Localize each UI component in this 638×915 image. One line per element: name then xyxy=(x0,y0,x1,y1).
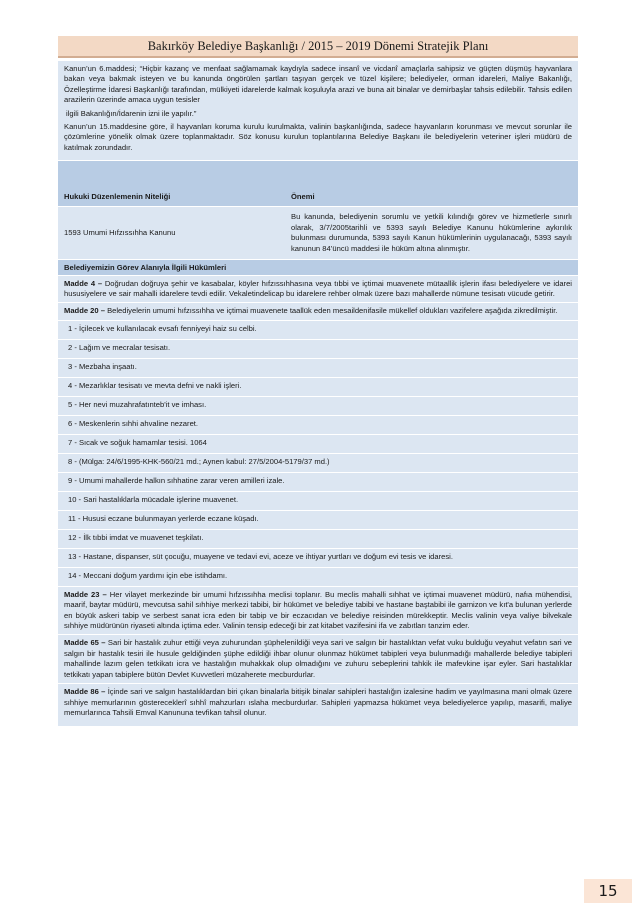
article-65-lead: Madde 65 – xyxy=(64,638,106,648)
content-panel xyxy=(58,61,578,726)
list-item: 5 - Her nevi muzahrafatınteb'it ve imhası. xyxy=(58,396,578,415)
table-header xyxy=(58,160,578,206)
article-65-text: Sari bir hastalık zuhur ettiği veya zuhurundan şüphelenildiği veya sari ve salgın bir hastalıktan vefat vuku bulduğu veyahut vefatın sari ve salgın bir hastalık tesiri ile husule geldiğinden şüphe edildiği ihbar olunur olunmaz hükümet tabipleri veya bulunmadığı mahallerde belediye tabipleri mahallinde lazım gelen tetkikatı icra ve hastalığın muhakkak olup olmadığını ve zuhuru sebeplerini tahkik ile mafevkine işar eyler. Sari hastalıklar tetkikatı yapan tabiplere bütün Devlet Kuvvetleri müzaherete mecburdurlar. xyxy=(64,638,572,679)
article-4 xyxy=(58,275,578,303)
page-number-text: 15 xyxy=(598,882,618,900)
list-item: 8 - (Mülga: 24/6/1995-KHK-560/21 md.; Aynen kabul: 27/5/2004-5179/37 md.) xyxy=(58,453,578,472)
list-item: 2 - Lağım ve mecralar tesisatı. xyxy=(58,339,578,358)
article-20-text: Belediyelerin umumi hıfzıssıhha ve içtimai muavenete taallük eden mesaildenifasile mükellef oldukları vazifelere aşağıda zikredilmiştir. xyxy=(104,306,558,316)
header-title: Bakırköy Belediye Başkanlığı / 2015 – 2019 Dönemi Stratejik Planı xyxy=(147,38,489,53)
article-23 xyxy=(58,586,578,635)
list-item: 7 - Sıcak ve soğuk hamamlar tesisi. 1064 xyxy=(58,434,578,453)
article-4-text: Doğrudan doğruya şehir ve kasabalar, köyler hıfzıssıhhasına veya tıbbi ve içtimai muavenete mütaallik işlerin ifası belediyelere ve idarei hususiyelere ve sair mahalli idarelere tevdi edilir. Vekaletindelicap bu idarelere rehber olmak üzere bazı mahallerde nümune tesisatı vücude getirir. xyxy=(64,278,572,299)
article-86-text: İçinde sari ve salgın hastalıklardan biri çıkan binalarla bitişik binalar sahipleri hastalığın izalesine hadim ve yayılmasına mani olmak üzere sıhhiye memurlarının göstereceklerî sıhhî mahzurları ıslaha mecburdurlar. Sahipleri yapmazsa hükümet veya belediyelerce yapılıp, masarifi, maliye memurlarınca Tahsili Emval Kanununa tevfikan tahsil olunur. xyxy=(64,687,572,717)
list-item: 10 - Sari hastalıklarla mücadale işlerine muavenet. xyxy=(58,491,578,510)
intro-paragraph-1: Kanun’un 6.maddesi; “Hiçbir kazanç ve menfaat sağlamamak kaydıyla sadece insanî ve vicdanî amaçlarla sahipsiz ve güçten düşmüş hayvanlara bakan veya bakmak isteyen ve bu kanunda öngörülen şartları taşıyan gerçek ve tüzel kişilere; belediyeler, orman idareleri, Maliye Bakanlığı, Özelleştirme İdaresi Başkanlığı tarafından, mülkiyeti idarelerde kalmak koşuluyla arazi ve buna ait binalar ve demirbaşlar tahsis edilebilir. Tahsis edilen arazilerin üzerinde amaca uygun tesisler xyxy=(64,64,572,105)
article-20 xyxy=(58,302,578,319)
list-item: 4 - Mezarlıklar tesisatı ve mevta defni ve nakli işleri. xyxy=(58,377,578,396)
table-cell-law xyxy=(58,207,285,258)
list-item: 11 - Hususi eczane bulunmayan yerlerde eczane küşadı. xyxy=(58,510,578,529)
article-23-text: Her vilayet merkezinde bir umumi hıfzıssıhha meclisi toplanır. Bu meclis mahalli sıhhat ve içtimai muavenet müdürü, nafıa mühendisi, maarif, baytar müdürü, mevcutsa sahil sıhhiye merkezi tabibi, bir hükümet ve belediye tabibi ve hastane baştabibi ile garnizon ve kıt'a bulunan yerlerde en büyük askeri tabip ve serbest sanat icra eden bir tabip ve bir eczacıdan ve belediye reisinden mürekkeptir. Meclis valinin veya valiye bilvekale sıhhiye müdürünün riyaseti altında içtima eder. Valinin tensip edeceği bir zat kitabet vazifesini ifa ve zabıtları tanzim eder. xyxy=(64,589,572,631)
intro-paragraph-2: ilgili Bakanlığın/İdarenin izni ile yapılır.” xyxy=(66,108,197,118)
list-item: 13 - Hastane, dispanser, süt çocuğu, muayene ve tedavi evi, aceze ve ihtiyar yurtları ve doğum evi tesis ve idaresi. xyxy=(58,548,578,567)
intro-block xyxy=(58,61,578,160)
list-item: 14 - Meccani doğum yardımı için ebe istihdamı. xyxy=(58,567,578,586)
list-item: 1 - İçilecek ve kullanılacak evsafı fenniyeyi haiz su celbi. xyxy=(58,320,578,339)
list-item: 3 - Mezbaha inşaatı. xyxy=(58,358,578,377)
article-4-lead: Madde 4 – xyxy=(64,278,103,288)
table-row xyxy=(58,206,578,258)
section-title: Belediyemizin Görev Alanıyla İlgili Hükümleri xyxy=(58,259,578,275)
article-20-lead: Madde 20 – xyxy=(64,306,105,316)
law-name: 1593 Umumi Hıfzıssıhha Kanunu xyxy=(64,227,176,237)
table-header-regulation: Hukuki Düzenlemenin Niteliği xyxy=(64,192,171,202)
list-item: 6 - Meskenlerin sıhhi ahvaline nezaret. xyxy=(58,415,578,434)
article-23-lead: Madde 23 – xyxy=(64,589,107,599)
table-cell-importance: Bu kanunda, belediyenin sorumlu ve yetkili kılındığı görev ve hizmetlerle sınırlı olarak, 3/7/2005tarihli ve 5393 sayılı Belediye Kanunu hükümlerine aykırılık bulunması durumunda, 5393 sayılı Kanun hükümlerinin uygulanacağı, 5393 sayılı kanunun 84’üncü maddesi ile hüküm altına alınmıştır. xyxy=(291,212,572,254)
article-86-lead: Madde 86 – xyxy=(64,687,106,697)
article-86 xyxy=(58,683,578,726)
page-number xyxy=(584,879,632,903)
article-65 xyxy=(58,634,578,683)
intro-paragraph-3: Kanun’un 15.maddesine göre, il hayvanları koruma kurulu kurulmakta, valinin başkanlığında, sadece hayvanların korunması ve mevcut sorunlar ile çözümlerine yönelik olmak üzere toplanmaktadır. Söz konusu kurulun toplantılarına Belediye Başkanı ile belediyelerin veteriner işleri müdürü de katılmak zorundadır. xyxy=(64,122,572,152)
page-header xyxy=(58,36,578,58)
list-item: 12 - İlk tıbbi imdat ve muavenet teşkilatı. xyxy=(58,529,578,548)
list-item: 9 - Umumi mahallerde halkın sıhhatine zarar veren amilleri izale. xyxy=(58,472,578,491)
table-header-importance: Önemi xyxy=(291,192,315,202)
